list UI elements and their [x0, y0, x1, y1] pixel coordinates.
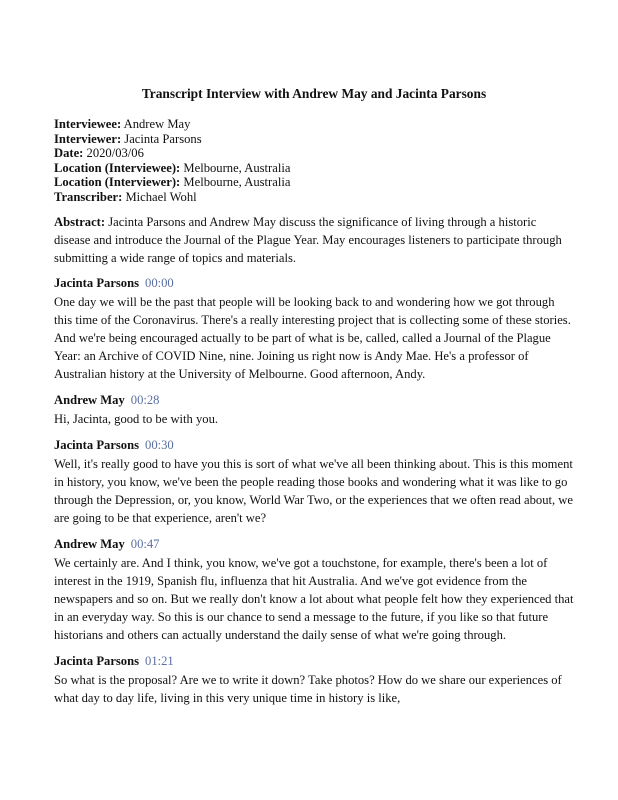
- speaker-line: [54, 393, 574, 408]
- speaker-name: Jacinta Parsons: [54, 437, 140, 452]
- utterance-text: Hi, Jacinta, good to be with you.: [54, 411, 219, 426]
- meta-label: Transcriber:: [54, 189, 123, 204]
- meta-label: Location (Interviewee):: [54, 160, 181, 175]
- timestamp: 00:28: [130, 392, 160, 407]
- document-title: Transcript Interview with Andrew May and Jacinta Parsons: [141, 86, 487, 101]
- transcript-page: [54, 86, 574, 707]
- speaker-line: [54, 654, 574, 669]
- transcript-turn: [54, 393, 574, 428]
- meta-location-interviewer: [54, 175, 574, 190]
- timestamp: 01:21: [145, 653, 174, 668]
- meta-date: [54, 146, 574, 161]
- transcript-turn: [54, 654, 574, 707]
- speaker-line: [54, 537, 574, 552]
- speaker-name: Jacinta Parsons: [54, 653, 140, 668]
- speaker-line: [54, 438, 574, 453]
- abstract-label: Abstract:: [54, 214, 106, 229]
- meta-label: Location (Interviewer):: [54, 175, 181, 190]
- meta-value: Andrew May: [123, 117, 191, 131]
- speaker-name: Jacinta Parsons: [54, 275, 140, 290]
- meta-value: Jacinta Parsons: [124, 131, 202, 146]
- meta-value: Melbourne, Australia: [183, 160, 291, 175]
- meta-value: Melbourne, Australia: [183, 175, 291, 190]
- speaker-line: [54, 276, 574, 291]
- utterance-text: We certainly are. And I think, you know, we've got a touchstone, for example, there's been a lot of interest in the 1919, Spanish flu, influenza that hit Australia. And we've got evidence from the newspapers and so on. But we really don't know a lot about what people felt how they experienced that in an everyday way. So this is our chance to send a message to the future, if you like so that future historians and others can actually understand the daily sense of what we're going through.: [54, 555, 574, 642]
- timestamp: 00:00: [145, 275, 174, 290]
- abstract-text: Jacinta Parsons and Andrew May discuss the significance of living through a historic disease and introduce the Journal of the Plague Year. May encourages listeners to participate through submitting a wide range of topics and materials.: [54, 214, 562, 265]
- speaker-name: Andrew May: [54, 536, 125, 551]
- meta-interviewer: [54, 132, 574, 147]
- meta-value: Michael Wohl: [125, 189, 197, 204]
- abstract: [54, 213, 574, 267]
- meta-interviewee: [54, 117, 574, 132]
- utterance-text: So what is the proposal? Are we to write it down? Take photos? How do we share our experiences of what day to day life, living in this very unique time in history is like,: [54, 672, 562, 705]
- timestamp: 00:30: [145, 437, 174, 452]
- meta-label: Interviewer:: [54, 131, 122, 146]
- meta-transcriber: [54, 190, 574, 205]
- timestamp: 00:47: [130, 536, 160, 551]
- speaker-name: Andrew May: [54, 392, 125, 407]
- transcript-turn: [54, 537, 574, 644]
- utterance-text: Well, it's really good to have you this is sort of what we've all been thinking about. This is this moment in history, you know, we've been the people reading those books and wondering what it was like to go through the Depression, or, you know, World War Two, or the experiences that we often read about, we are going to be that experience, aren't we?: [54, 456, 573, 525]
- transcript-turn: [54, 276, 574, 383]
- meta-value: 2020/03/06: [86, 146, 144, 161]
- meta-label: Interviewee:: [54, 117, 122, 131]
- transcript-turn: [54, 438, 574, 527]
- meta-location-interviewee: [54, 161, 574, 176]
- metadata-block: [54, 117, 574, 205]
- utterance-text: One day we will be the past that people will be looking back to and wondering how we got through this time of the Coronavirus. There's a really interesting project that is collecting some of these stories. And we're being encouraged actually to be part of what is be, called, called a Journal of the Plague Year: an Archive of COVID Nine, nine. Joining us right now is Andy Mae. He's a professor of Australian history at the University of Melbourne. Good afternoon, Andy.: [54, 294, 571, 381]
- meta-label: Date:: [54, 146, 84, 161]
